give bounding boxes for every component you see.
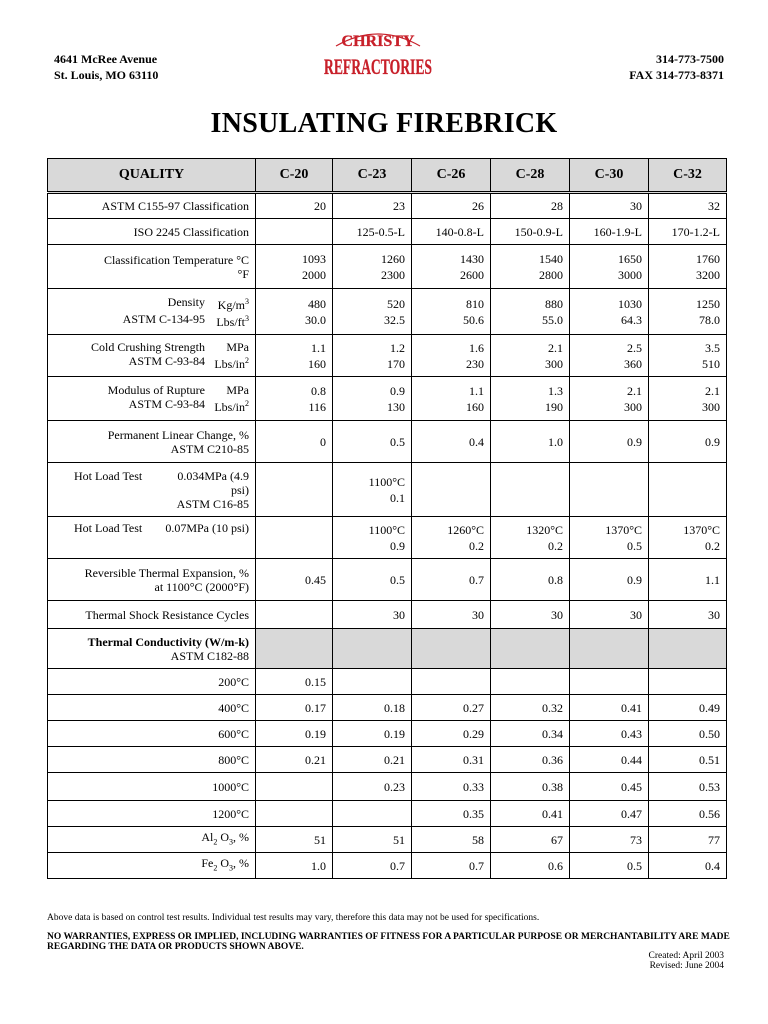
- revised-date: Revised: June 2004: [649, 961, 724, 971]
- cell-f: 3000: [618, 267, 642, 282]
- rte-label: Reversible Thermal Expansion, %: [84, 565, 249, 580]
- plc-label: Permanent Linear Change, %: [107, 427, 249, 442]
- cell-f: 2600: [460, 267, 484, 282]
- cell-lb: 160: [308, 356, 326, 371]
- class-temp-f-label: °F: [237, 266, 249, 281]
- table-cell: [412, 289, 491, 335]
- cell-f: 2300: [381, 267, 405, 282]
- cell-kg: 1030: [618, 296, 642, 311]
- table-cell: 0.45: [570, 773, 649, 801]
- table-cell: 0.9: [570, 421, 649, 463]
- table-cell: 67: [491, 827, 570, 853]
- cell-lb: 64.3: [621, 312, 642, 327]
- table-cell: [256, 289, 333, 335]
- table-cell: 0.32: [491, 695, 570, 721]
- logo-text-bottom: REFRACTORIES: [324, 54, 432, 79]
- table-cell: [256, 601, 333, 629]
- table-cell: 0.5: [333, 559, 412, 601]
- logo-text-top: CHRISTY: [341, 33, 415, 50]
- cell-kg: 880: [545, 296, 563, 311]
- warranty-disclaimer: NO WARRANTIES, EXPRESS OR IMPLIED, INCLUDING WARRANTIES OF FITNESS FOR A PARTICULAR PURPOSE OR MERCHANTABILITY ARE MADE REGARDING THE DATA OR PRODUCTS SHOWN ABOVE.: [47, 932, 730, 952]
- cell-temp: 1260°C: [447, 522, 484, 537]
- cell-lb: 116: [308, 399, 326, 414]
- address-city: St. Louis, MO 63110: [54, 68, 159, 82]
- table-cell: 160-1.9-L: [570, 219, 649, 245]
- cell-temp: 1320°C: [526, 522, 563, 537]
- cell-lb: 30.0: [305, 312, 326, 327]
- table-cell: 0.5: [333, 421, 412, 463]
- cell-value: 0.2: [705, 538, 720, 553]
- table-cell: 0.53: [649, 773, 727, 801]
- cell-mpa: 1.6: [469, 340, 484, 355]
- table-cell: 0.44: [570, 747, 649, 773]
- cell-mpa: 2.1: [548, 340, 563, 355]
- table-row: [48, 827, 727, 853]
- table-cell: 30: [570, 601, 649, 629]
- table-cell: 30: [412, 601, 491, 629]
- table-cell: [412, 335, 491, 377]
- table-row: [48, 695, 727, 721]
- table-cell: 0.4: [412, 421, 491, 463]
- table-cell: [649, 245, 727, 289]
- table-cell: 0.34: [491, 721, 570, 747]
- al-label-b: O: [220, 829, 229, 844]
- cell-value: 0.1: [390, 490, 405, 505]
- row-label: [48, 517, 256, 559]
- column-header: C-28: [491, 159, 570, 193]
- quality-header: QUALITY: [48, 159, 256, 193]
- mor-std: ASTM C-93-84: [128, 397, 205, 411]
- table-cell: 1.0: [256, 853, 333, 879]
- hlt1-label: Hot Load Test: [74, 469, 143, 483]
- cell-temp: 1100°C: [368, 522, 405, 537]
- table-cell: 20: [256, 193, 333, 219]
- table-row: [48, 377, 727, 421]
- table-cell: [333, 463, 412, 517]
- cell-lb: 190: [545, 399, 563, 414]
- table-cell: 0.8: [491, 559, 570, 601]
- cell-mpa: 2.1: [627, 383, 642, 398]
- table-cell: 30: [491, 601, 570, 629]
- table-cell: [491, 245, 570, 289]
- company-address: [54, 51, 158, 83]
- cell-f: 2800: [539, 267, 563, 282]
- hlt1-std: ASTM C16-85: [176, 497, 249, 511]
- cell-lb: 170: [387, 356, 405, 371]
- cell-c: 1760: [696, 251, 720, 266]
- row-label: 600°C: [48, 721, 256, 747]
- cell-lb: 55.0: [542, 312, 563, 327]
- table-cell: 0.18: [333, 695, 412, 721]
- row-label: Cold Crushing Strength MPa ASTM C-93-84 Lbs/$in^2$: [48, 335, 256, 377]
- table-cell: 1.0: [491, 421, 570, 463]
- table-cell: [412, 517, 491, 559]
- phone-number: 314-773-7500: [656, 52, 724, 66]
- table-cell: 125-0.5-L: [333, 219, 412, 245]
- table-cell: 0.4: [649, 853, 727, 879]
- row-label: Density $Kg/m^3$ ASTM C-134-95 Lbs/$ft^3$: [48, 289, 256, 335]
- row-label: ASTM C155-97 Classification: [48, 193, 256, 219]
- table-cell: 1.1: [649, 559, 727, 601]
- cell-lb: 360: [624, 356, 642, 371]
- column-header: C-20: [256, 159, 333, 193]
- table-cell: [649, 377, 727, 421]
- table-row: [48, 219, 727, 245]
- cell-mpa: 1.2: [390, 340, 405, 355]
- row-label: 800°C: [48, 747, 256, 773]
- shaded-cell: [570, 629, 649, 669]
- row-label: [48, 559, 256, 601]
- hlt1-value: 0.034MPa (4.9 psi): [177, 469, 249, 497]
- table-row: [48, 773, 727, 801]
- table-cell: [256, 219, 333, 245]
- table-cell: 28: [491, 193, 570, 219]
- cell-value: 0.2: [469, 538, 484, 553]
- row-label: Thermal Shock Resistance Cycles: [48, 601, 256, 629]
- cell-mpa: 2.1: [705, 383, 720, 398]
- cell-c: 1540: [539, 251, 563, 266]
- address-street: 4641 McRee Avenue: [54, 52, 158, 66]
- table-row: [48, 559, 727, 601]
- density-unit-lb: Lbs/ft: [216, 314, 245, 329]
- table-cell: [491, 335, 570, 377]
- data-disclaimer: Above data is based on control test results. Individual test results may vary, therefore this data may not be used for specifications.: [47, 913, 540, 923]
- table-cell: 0.38: [491, 773, 570, 801]
- shaded-cell: [491, 629, 570, 669]
- ccs-std: ASTM C-93-84: [128, 354, 205, 368]
- row-label: 400°C: [48, 695, 256, 721]
- cell-lb: 32.5: [384, 312, 405, 327]
- table-cell: [256, 773, 333, 801]
- table-cell: [412, 377, 491, 421]
- table-cell: [491, 517, 570, 559]
- row-label: 1200°C: [48, 801, 256, 827]
- cell-lb: 300: [545, 356, 563, 371]
- cell-kg: 1250: [696, 296, 720, 311]
- ccs-unit-mpa: MPa: [226, 340, 249, 354]
- cell-mpa: 1.1: [469, 383, 484, 398]
- table-cell: [333, 801, 412, 827]
- table-header-row: [48, 159, 727, 193]
- table-cell: 0.41: [570, 695, 649, 721]
- table-cell: 0.51: [649, 747, 727, 773]
- cell-lb: 50.6: [463, 312, 484, 327]
- table-cell: [333, 377, 412, 421]
- density-unit-kg: Kg/m: [217, 297, 245, 312]
- cell-c: 1650: [618, 251, 642, 266]
- column-header: C-32: [649, 159, 727, 193]
- table-cell: [256, 245, 333, 289]
- table-cell: [256, 463, 333, 517]
- table-cell: 0.50: [649, 721, 727, 747]
- table-cell: [570, 377, 649, 421]
- fe-label-a: Fe: [201, 855, 214, 870]
- cell-value: 0.5: [627, 538, 642, 553]
- properties-table: [47, 158, 727, 879]
- hlt2-label: Hot Load Test: [74, 521, 143, 535]
- cell-kg: 520: [387, 296, 405, 311]
- table-cell: 0.6: [491, 853, 570, 879]
- table-cell: 73: [570, 827, 649, 853]
- row-label: [48, 421, 256, 463]
- document-title: INSULATING FIREBRICK: [210, 108, 558, 139]
- table-cell: 170-1.2-L: [649, 219, 727, 245]
- cell-c: 1430: [460, 251, 484, 266]
- table-cell: [333, 335, 412, 377]
- table-cell: [570, 669, 649, 695]
- table-cell: 0: [256, 421, 333, 463]
- table-row: [48, 747, 727, 773]
- plc-std: ASTM C210-85: [170, 441, 249, 456]
- created-date: Created: April 2003: [648, 951, 724, 961]
- table-cell: 0.19: [333, 721, 412, 747]
- table-cell: 0.9: [649, 421, 727, 463]
- table-cell: 0.15: [256, 669, 333, 695]
- cell-value: 0.2: [548, 538, 563, 553]
- christy-refractories-logo: [322, 24, 434, 82]
- table-cell: 0.21: [333, 747, 412, 773]
- shaded-cell: [333, 629, 412, 669]
- table-cell: 0.49: [649, 695, 727, 721]
- fe-label-b: O: [220, 855, 229, 870]
- row-label: 200°C: [48, 669, 256, 695]
- cell-lb: 510: [702, 356, 720, 371]
- table-cell: 77: [649, 827, 727, 853]
- row-label: ISO 2245 Classification: [48, 219, 256, 245]
- table-cell: 23: [333, 193, 412, 219]
- al-label-c: , %: [233, 829, 249, 844]
- table-row: [48, 601, 727, 629]
- table-row: [48, 517, 727, 559]
- row-label: Modulus of Rupture MPa ASTM C-93-84 Lbs/$in^2$: [48, 377, 256, 421]
- mor-unit-mpa: MPa: [226, 383, 249, 397]
- table-cell: 0.43: [570, 721, 649, 747]
- cell-value: 0.9: [390, 538, 405, 553]
- table-cell: [412, 669, 491, 695]
- cell-kg: 480: [308, 296, 326, 311]
- table-cell: [256, 377, 333, 421]
- cell-f: 3200: [696, 267, 720, 282]
- table-cell: 0.7: [412, 853, 491, 879]
- cell-mpa: 1.3: [548, 383, 563, 398]
- cell-mpa: 3.5: [705, 340, 720, 355]
- table-cell: [649, 517, 727, 559]
- row-label: $Al_2$ $O_3$, %: [48, 827, 256, 853]
- table-cell: 0.35: [412, 801, 491, 827]
- table-cell: 0.27: [412, 695, 491, 721]
- table-cell: [333, 669, 412, 695]
- table-cell: 30: [333, 601, 412, 629]
- table-row: [48, 193, 727, 219]
- tc-label: Thermal Conductivity (W/m-k): [87, 634, 249, 649]
- cell-lb: 300: [702, 399, 720, 414]
- table-cell: [491, 463, 570, 517]
- table-cell: 32: [649, 193, 727, 219]
- cell-lb: 78.0: [699, 312, 720, 327]
- table-cell: [649, 669, 727, 695]
- ccs-label: Cold Crushing Strength: [90, 340, 205, 354]
- cell-mpa: 2.5: [627, 340, 642, 355]
- table-cell: [570, 335, 649, 377]
- table-cell: 0.45: [256, 559, 333, 601]
- table-cell: [570, 517, 649, 559]
- table-section-header: [48, 629, 727, 669]
- cell-lb: 230: [466, 356, 484, 371]
- table-row: [48, 335, 727, 377]
- table-cell: [491, 377, 570, 421]
- table-cell: 26: [412, 193, 491, 219]
- table-cell: 0.7: [412, 559, 491, 601]
- table-cell: 0.29: [412, 721, 491, 747]
- table-row: [48, 421, 727, 463]
- table-row: [48, 289, 727, 335]
- ccs-unit-lb: Lbs/in: [214, 357, 245, 371]
- row-label: [48, 245, 256, 289]
- document-dates: [649, 951, 724, 971]
- fe-label-c: , %: [233, 855, 249, 870]
- table-cell: [256, 801, 333, 827]
- cell-temp: 1100°C: [368, 474, 405, 489]
- density-label: Density: [167, 294, 205, 309]
- table-cell: [491, 669, 570, 695]
- class-temp-label: Classification Temperature °C: [103, 252, 249, 267]
- table-cell: 0.5: [570, 853, 649, 879]
- table-cell: [333, 245, 412, 289]
- table-cell: [570, 289, 649, 335]
- table-row: [48, 721, 727, 747]
- table-cell: 0.9: [570, 559, 649, 601]
- table-cell: 30: [649, 601, 727, 629]
- shaded-cell: [649, 629, 727, 669]
- hlt2-value: 0.07MPa (10 psi): [165, 521, 249, 535]
- table-cell: 140-0.8-L: [412, 219, 491, 245]
- mor-label: Modulus of Rupture: [107, 383, 205, 397]
- table-cell: 0.19: [256, 721, 333, 747]
- cell-temp: 1370°C: [605, 522, 642, 537]
- mor-unit-lb: Lbs/in: [214, 400, 245, 414]
- table-cell: [412, 245, 491, 289]
- cell-mpa: 0.9: [390, 383, 405, 398]
- table-row: [48, 669, 727, 695]
- row-label: [48, 463, 256, 517]
- table-cell: 0.56: [649, 801, 727, 827]
- cell-mpa: 1.1: [311, 340, 326, 355]
- table-cell: 0.7: [333, 853, 412, 879]
- column-header: C-30: [570, 159, 649, 193]
- table-cell: [570, 463, 649, 517]
- column-header: C-23: [333, 159, 412, 193]
- shaded-cell: [256, 629, 333, 669]
- shaded-cell: [412, 629, 491, 669]
- table-row: [48, 853, 727, 879]
- table-cell: 0.41: [491, 801, 570, 827]
- table-cell: 0.36: [491, 747, 570, 773]
- table-cell: [649, 289, 727, 335]
- table-cell: [649, 335, 727, 377]
- table-cell: [412, 463, 491, 517]
- tc-std: ASTM C182-88: [170, 648, 249, 663]
- table-cell: 0.33: [412, 773, 491, 801]
- table-cell: [491, 289, 570, 335]
- cell-f: 2000: [302, 267, 326, 282]
- table-cell: 0.21: [256, 747, 333, 773]
- table-cell: [333, 517, 412, 559]
- cell-temp: 1370°C: [683, 522, 720, 537]
- table-cell: 51: [256, 827, 333, 853]
- cell-mpa: 0.8: [311, 383, 326, 398]
- rte-label-condition: at 1100°C (2000°F): [154, 579, 249, 594]
- table-row: [48, 801, 727, 827]
- density-std: ASTM C-134-95: [122, 311, 205, 326]
- table-cell: 0.23: [333, 773, 412, 801]
- cell-lb: 160: [466, 399, 484, 414]
- cell-c: 1093: [302, 251, 326, 266]
- table-cell: 58: [412, 827, 491, 853]
- table-cell: [333, 289, 412, 335]
- column-header: C-26: [412, 159, 491, 193]
- row-label: [48, 629, 256, 669]
- row-label: 1000°C: [48, 773, 256, 801]
- table-cell: [570, 245, 649, 289]
- cell-lb: 130: [387, 399, 405, 414]
- company-contact: [629, 51, 724, 83]
- table-row: [48, 463, 727, 517]
- table-cell: 30: [570, 193, 649, 219]
- cell-kg: 810: [466, 296, 484, 311]
- row-label: $Fe_2$ $O_3$, %: [48, 853, 256, 879]
- table-row: [48, 245, 727, 289]
- cell-c: 1260: [381, 251, 405, 266]
- table-cell: 0.17: [256, 695, 333, 721]
- table-cell: [256, 517, 333, 559]
- fax-number: FAX 314-773-8371: [629, 68, 724, 82]
- table-cell: 150-0.9-L: [491, 219, 570, 245]
- al-label-a: Al: [201, 829, 214, 844]
- table-cell: [256, 335, 333, 377]
- table-cell: 51: [333, 827, 412, 853]
- table-cell: 0.31: [412, 747, 491, 773]
- table-cell: 0.47: [570, 801, 649, 827]
- table-cell: [649, 463, 727, 517]
- cell-lb: 300: [624, 399, 642, 414]
